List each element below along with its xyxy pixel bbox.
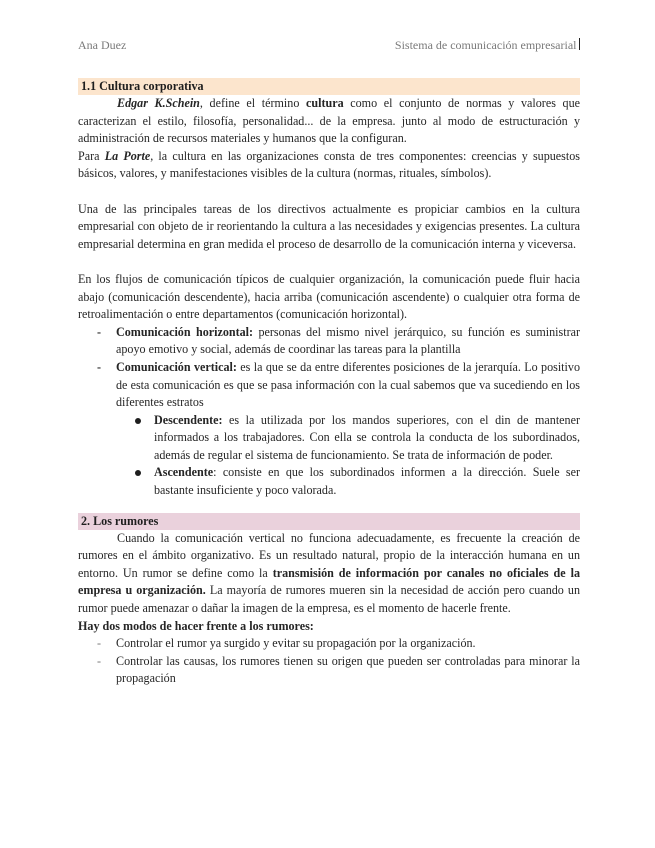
paragraph-directivos: Una de las principales tareas de los directivos actualmente es propiciar cambios en la cultura empresarial con objeto de ir reorientando la cultura a las necesidades y exigencias presentes. La cultura empresarial determina en gran medida el proceso de desarrollo de la comunicación interna y viceversa. — [78, 201, 580, 251]
paragraph-flujos: En los flujos de comunicación típicos de cualquier organización, la comunicación puede fluir hacia abajo (comunicación descendente), hacia arriba (comunicación ascendente) o cualquier otra forma de retroalimentación o entre departamentos (comunicación horizontal). — [78, 271, 580, 322]
list-item-vertical — [78, 359, 580, 412]
list-item-mode-2 — [78, 653, 580, 688]
list-marker: - — [97, 359, 102, 374]
list-item-label: Comunicación vertical: — [116, 359, 237, 374]
paragraph-rumores — [78, 530, 580, 618]
document-body — [78, 78, 580, 688]
list-item-text: : consiste en que los subordinados informen a la dirección. Suele ser bastante insuficiente y poco valorada. — [154, 465, 580, 498]
list-item-text: Controlar el rumor ya surgido y evitar su propagación por la organización. — [116, 636, 476, 651]
modes-heading-text: Hay dos modos de hacer frente a los rumores: — [78, 618, 314, 633]
rumor-modes-list — [78, 635, 580, 688]
rumor-definition: transmisión de información por canales no oficiales de la empresa u organización. — [78, 565, 580, 598]
text-run: , la cultura en las organizaciones consta de tres componentes: creencias y supuestos básicos, valores, y manifestaciones visibles de la cultura (normas, rituales, símbolos). — [78, 148, 580, 181]
paragraph-schein — [78, 95, 580, 148]
list-item-label: Ascendente — [154, 465, 214, 480]
text-run: Cuando la comunicación vertical no funciona adecuadamente, es frecuente la creación de rumores en el ámbito organizativo. Es un resultado natural, propio de la interacción humana en un entorno. Un rumor se define como la — [78, 530, 580, 580]
text-run: , define el término — [199, 96, 306, 110]
list-item-text: es la que se da entre diferentes posiciones de la jerarquía. Lo positivo de esta comunicación es que se pasa información con la cual sabemos que va sucediendo en los diferentes estratos — [116, 359, 581, 410]
header-author: Ana Duez — [78, 38, 127, 52]
section-heading-cultura: 1.1 Cultura corporativa — [78, 78, 580, 95]
list-item-text: personas del mismo nivel jerárquico, su función es suministrar apoyo emotivo y social, además de coordinar las tareas para la plantilla — [116, 324, 580, 357]
list-item-ascendente — [78, 464, 580, 499]
bullet-dot-icon — [135, 418, 141, 424]
list-item-horizontal — [78, 324, 580, 359]
list-marker: - — [97, 653, 102, 668]
text-run: Para — [78, 148, 105, 163]
list-item-descendente — [78, 412, 580, 465]
text-run: La mayoría de rumores mueren sin la necesidad de acción pero cuando un rumor puede amenazar o dañar la imagen de la empresa, es el momento de hacerle frente. — [78, 583, 580, 616]
header-title — [395, 38, 580, 53]
paragraph-laporte — [78, 148, 580, 183]
list-item-text: es la utilizada por los mandos superiores, con el din de mantener informados a los trabajadores. Con ella se controla la conducta de los subordinados, además de regular el sistema de funcionamiento. Se trata de información de poder. — [154, 412, 580, 462]
blank-line — [78, 183, 580, 201]
text-run: como el conjunto de normas y valores que caracterizan el estilo, filosofía, personalidad... de la empresa. junto al modo de estructuración y administración de recursos materiales y humanos que la configuran. — [78, 96, 580, 146]
list-item-label: Comunicación horizontal: — [116, 324, 254, 339]
header-title-text: Sistema de comunicación empresarial — [394, 38, 577, 52]
list-marker: - — [97, 324, 102, 339]
section-heading-rumores: 2. Los rumores — [78, 513, 580, 530]
communication-type-list — [78, 324, 580, 412]
bullet-dot-icon — [135, 470, 141, 476]
text-cursor — [579, 38, 581, 50]
list-marker: - — [97, 636, 102, 651]
author-schein: Edgar K.Schein — [117, 96, 200, 110]
blank-line — [78, 253, 580, 271]
term-cultura: cultura — [306, 96, 344, 110]
modes-heading — [78, 618, 580, 636]
vertical-subtype-list — [78, 412, 580, 500]
list-item-label: Descendente: — [154, 412, 223, 427]
list-item-mode-1 — [78, 635, 580, 653]
author-laporte: La Porte — [104, 148, 151, 163]
list-item-text: Controlar las causas, los rumores tienen su origen que pueden ser controladas para minorar la propagación — [116, 653, 580, 686]
